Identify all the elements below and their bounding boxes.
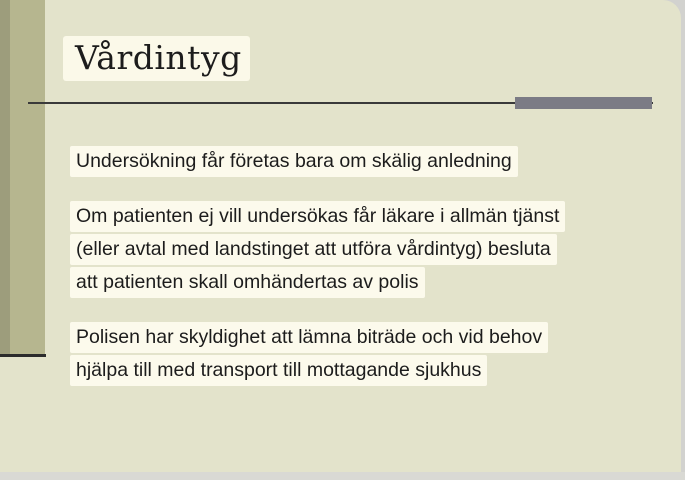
paragraph-1 — [70, 146, 660, 179]
paragraph-line: att patienten skall omhändertas av polis — [70, 267, 425, 298]
paragraph-line: Om patienten ej vill undersökas får läkare i allmän tjänst — [70, 201, 565, 232]
paragraph-3 — [70, 322, 660, 388]
paragraph-line: Undersökning får företas bara om skälig anledning — [70, 146, 518, 177]
slide-title: Vårdintyg — [75, 38, 242, 77]
left-accent-bar-shadow — [0, 0, 10, 356]
paragraph-line: Polisen har skyldighet att lämna biträde och vid behov — [70, 322, 548, 353]
paragraph-line: (eller avtal med landstinget att utföra vårdintyg) besluta — [70, 234, 557, 265]
slide-title-box — [63, 36, 250, 81]
paragraph-line: hjälpa till med transport till mottagande sjukhus — [70, 355, 487, 386]
paragraph-2 — [70, 201, 660, 300]
title-divider-accent — [515, 97, 652, 109]
slide-body — [70, 146, 660, 410]
bottom-edge — [0, 472, 685, 480]
left-accent-underline — [0, 354, 46, 357]
left-accent-bar — [0, 0, 45, 356]
